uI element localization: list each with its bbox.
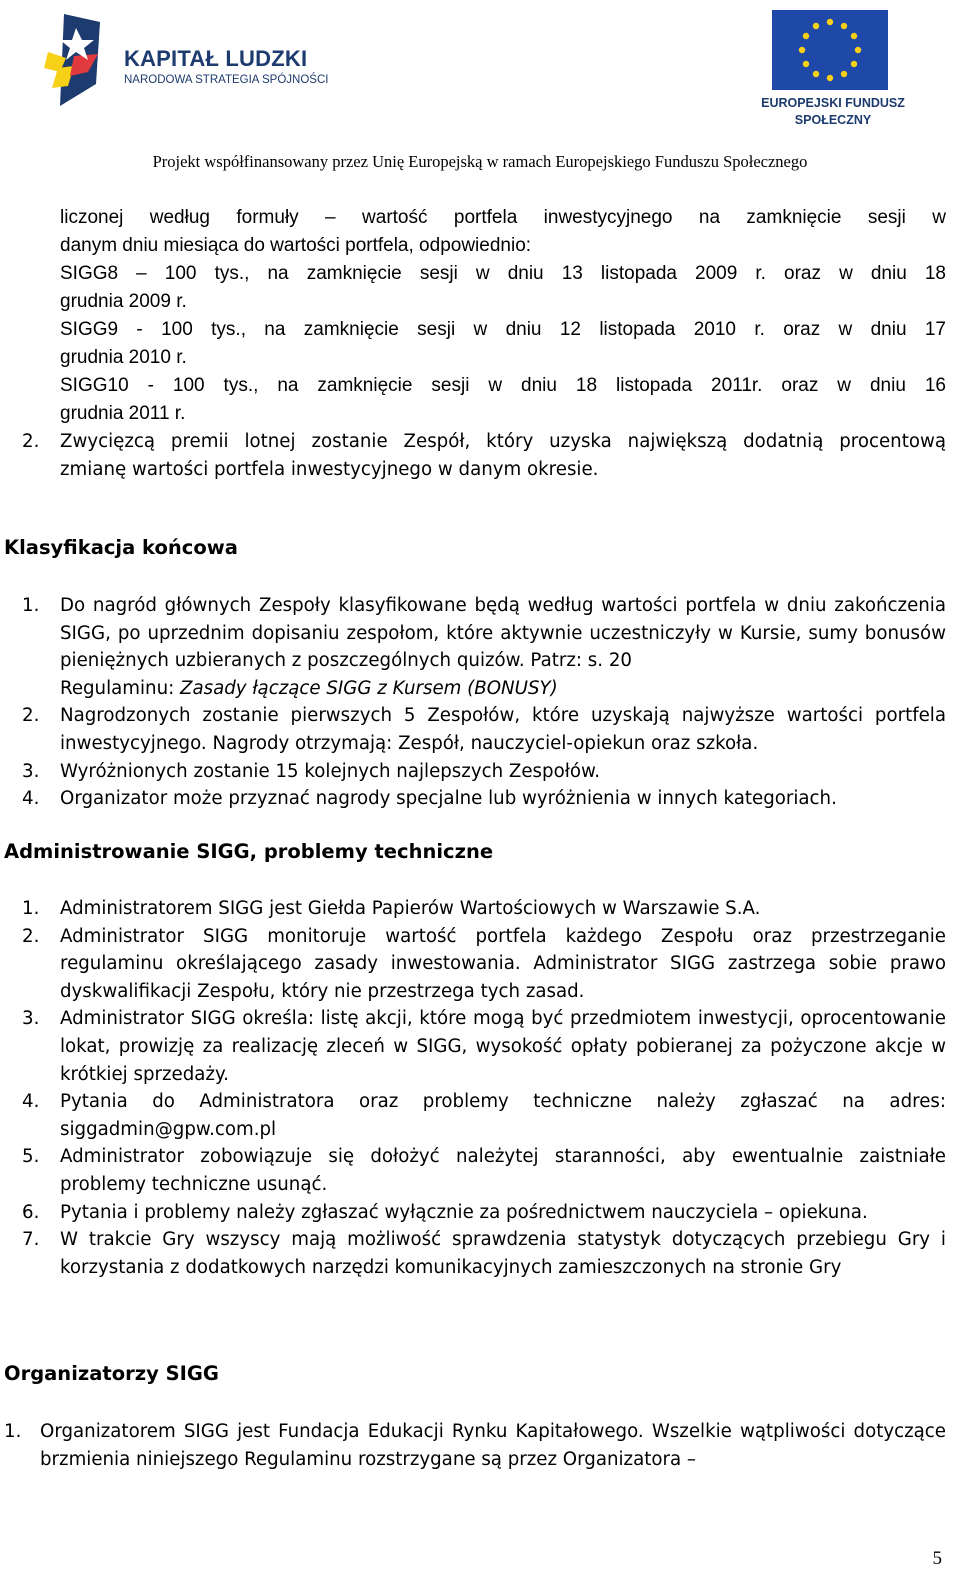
item-text: Administrator zobowiązuje się dołożyć należytej staranności, aby ewentualnie zaistniałe problemy techniczne usunąć. [60, 1146, 946, 1195]
sigg9-line-2: grudnia 2010 r. [60, 347, 187, 368]
list-number: 2. [22, 925, 40, 947]
list-number: 2. [22, 705, 40, 727]
administration-list [0, 895, 946, 1281]
bonus-prize-list [0, 428, 946, 483]
sigg10-line-2: grudnia 2011 r. [60, 403, 186, 424]
list-item [0, 1005, 946, 1088]
sigg9-line-1: SIGG9 - 100 tys., na zamknięcie sesji w dniu 12 listopada 2010 r. oraz w dniu 17 [60, 319, 946, 340]
page-number: 5 [932, 1548, 942, 1569]
eu-fund-line2: SPOŁECZNY [794, 113, 872, 127]
list-item [0, 923, 946, 1006]
item-tail-prefix: Regulaminu: [60, 677, 181, 699]
item-line-2: zmianę wartości portfela inwestycyjnego w danym okresie. [60, 458, 599, 480]
list-item [0, 1226, 946, 1281]
item-text: Administratorem SIGG jest Giełda Papierów Wartościowych w Warszawie S.A. [60, 898, 761, 919]
list-number: 2. [22, 431, 40, 452]
list-item [0, 895, 946, 923]
section-heading-final-classification: Klasyfikacja końcowa [4, 536, 238, 559]
kapital-ludzki-title: KAPITAŁ LUDZKI [124, 46, 308, 71]
list-item [0, 1418, 946, 1473]
section-heading-administration: Administrowanie SIGG, problemy techniczne [4, 840, 494, 863]
kapital-ludzki-subtitle: NARODOWA STRATEGIA SPÓJNOŚCI [124, 74, 329, 86]
list-number: 5. [22, 1146, 40, 1168]
eu-fund-line1: EUROPEJSKI FUNDUSZ [761, 96, 905, 110]
item-text: Pytania i problemy należy zgłaszać wyłącznie za pośrednictwem nauczyciela – opiekuna. [60, 1201, 868, 1223]
item-line-1: Zwycięzcą premii lotnej zostanie Zespół, który uzyska największą dodatnią procentową [60, 431, 946, 452]
item-text: Wyróżnionych zostanie 15 kolejnych najlepszych Zespołów. [60, 760, 600, 782]
eu-fund-logo [758, 10, 908, 132]
sigg10-line-1: SIGG10 - 100 tys., na zamknięcie sesji w dniu 18 listopada 2011r. oraz w dniu 16 [60, 375, 946, 396]
intro-line-1: liczonej według formuły – wartość portfela inwestycyjnego na zamknięcie sesji w [60, 207, 946, 228]
item-text: Nagrodzonych zostanie pierwszych 5 Zespołów, które uzyskają najwyższe wartości portfela inwestycyjnego. Nagrody otrzymają: Zespół, nauczyciel-opiekun oraz szkoła. [60, 705, 946, 754]
item-text: Administrator SIGG monitoruje wartość portfela każdego Zespołu oraz przestrzeganie regulaminu określającego zasady inwestowania. Administrator SIGG zastrzega sobie prawo dyskwalifikacji Zespołu, który nie przestrzega tych zasad. [60, 925, 946, 1002]
prize-rules-continuation [60, 204, 946, 428]
final-classification-list [0, 592, 946, 813]
list-item [0, 1088, 946, 1143]
list-item [0, 428, 946, 483]
eu-flag-icon [772, 10, 888, 90]
list-number: 7. [22, 1229, 40, 1251]
list-item [0, 1143, 946, 1198]
item-text: Organizatorem SIGG jest Fundacja Edukacji Rynku Kapitałowego. Wszelkie wątpliwości dotyczące brzmienia niniejszego Regulaminu rozstrzygane są przez Organizatora – [40, 1421, 946, 1470]
list-number: 3. [22, 760, 40, 782]
list-number: 4. [22, 788, 40, 810]
section-heading-organizers: Organizatorzy SIGG [4, 1362, 219, 1385]
list-number: 1. [22, 595, 40, 616]
list-item [0, 758, 946, 786]
sigg8-line-1: SIGG8 – 100 tys., na zamknięcie sesji w dniu 13 listopada 2009 r. oraz w dniu 18 [60, 263, 946, 284]
list-item [0, 702, 946, 757]
list-number: 3. [22, 1008, 40, 1030]
cofinancing-caption: Projekt współfinansowany przez Unię Europejską w ramach Europejskiego Funduszu Społecznego [152, 152, 808, 171]
list-number: 6. [22, 1201, 40, 1223]
item-tail-italic: Zasady łączące SIGG z Kursem (BONUSY) [180, 677, 558, 699]
item-text: Pytania do Administratora oraz problemy techniczne należy zgłaszać na adres: siggadmin@gpw.com.pl [60, 1091, 946, 1140]
item-tail [60, 675, 946, 703]
item-text: Do nagród głównych Zespoły klasyfikowane będą według wartości portfela w dniu zakończenia SIGG, po uprzednim dopisaniu zespołom, które aktywnie uczestniczyły w Kursie, sumy bonusów pieniężnych uzbieranych z poszczególnych quizów. Patrz: s. 20 [60, 595, 946, 672]
kapital-ludzki-emblem-icon [44, 14, 104, 110]
item-text: Organizator może przyznać nagrody specjalne lub wyróżnienia w innych kategoriach. [60, 788, 837, 810]
item-text: Administrator SIGG określa: listę akcji, które mogą być przedmiotem inwestycji, oprocentowanie lokat, prowizję za realizację zleceń w SIGG, wysokość opłaty pobieranej za pożyczone akcje w krótkiej sprzedaży. [60, 1008, 946, 1085]
list-number: 4. [22, 1091, 40, 1113]
sigg8-line-2: grudnia 2009 r. [60, 291, 187, 312]
list-number: 1. [4, 1421, 22, 1442]
organizers-list [0, 1418, 946, 1473]
intro-line-2: danym dniu miesiąca do wartości portfela, odpowiednio: [60, 235, 532, 256]
kapital-ludzki-logo [44, 14, 334, 114]
list-item [0, 1199, 946, 1227]
list-item [0, 592, 946, 702]
list-item [0, 785, 946, 813]
item-text: W trakcie Gry wszyscy mają możliwość sprawdzenia statystyk dotyczących przebiegu Gry i korzystania z dodatkowych narzędzi komunikacyjnych zamieszczonych na stronie Gry [60, 1229, 946, 1278]
list-number: 1. [22, 898, 40, 919]
